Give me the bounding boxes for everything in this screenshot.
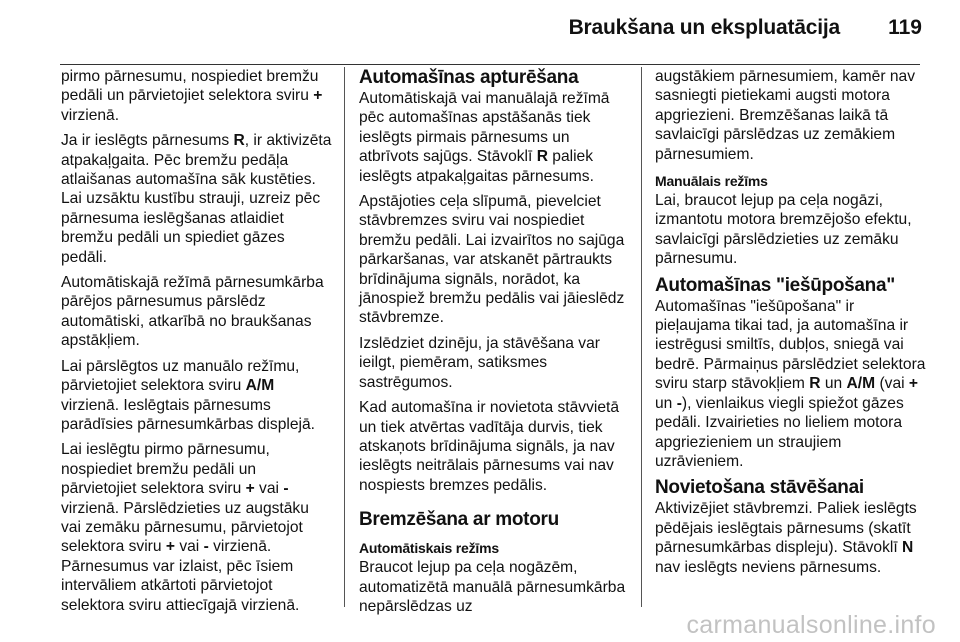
watermark: carmanualsonline.info: [686, 611, 936, 639]
am-symbol: A/M: [245, 377, 275, 395]
text-column-left: [61, 67, 333, 621]
column-divider-right: [641, 67, 642, 607]
plus-symbol: +: [313, 87, 323, 105]
heading-stopping: Automašīnas apturēšana: [359, 67, 579, 88]
paragraph: Lai ieslēgtu pirmo pārnesumu, nospiediet bremžu pedāli un pārvietojiet selektora sviru + vai - virzienā. Pārslēdzieties uz augstāku vai zemāku pārnesumu, pārvietojot selektora sviru + vai - virzienā. Pārnesumus var izlaist, pēc īsiem intervāliem atkārtoti pārvietojot selektora sviru attiecīgajā virzienā.: [61, 441, 309, 614]
paragraph: augstākiem pārnesumiem, kamēr nav sasniegti pietiekami augsti motora apgriezieni. Bremzēšanas laikā tā savlaicīgi pārslēdzas uz zemākiem pārnesumiem.: [655, 68, 916, 163]
paragraph: Aktivizējiet stāvbremzi. Paliek ieslēgts pēdējais ieslēgtais pārnesums (skatīt pārnesumkārbas displeju). Stāvoklī N nav ieslēgts neviens pārnesums.: [655, 500, 917, 576]
header-divider: [60, 64, 920, 65]
paragraph: Automātiskajā režīmā pārnesumkārba pārējos pārnesumus pārslēdz automātiski, atkarībā no braukšanas apstākļiem.: [61, 274, 324, 350]
page-header: [0, 0, 960, 66]
heading-engine-braking: Bremzēšana ar motoru: [359, 509, 559, 531]
paragraph: pirmo pārnesumu, nospiediet bremžu pedāli un pārvietojiet selektora sviru + virzienā.: [61, 68, 323, 124]
text-column-right: [655, 67, 927, 583]
subheading-manual-mode: Manuālais režīms: [655, 173, 768, 190]
section-title: Braukšana un ekspluatācija: [568, 16, 840, 39]
paragraph: Braucot lejup pa ceļa nogāzēm, automatizētā manuālā pārnesumkārba nepārslēdzas uz: [359, 559, 626, 615]
column-divider-left: [344, 67, 345, 607]
paragraph: Apstājoties ceļa slīpumā, pievelciet stāvbremzes sviru vai nospiediet bremžu pedāli. Lai izvairītos no sajūga pārkaršanas, var atskanēt pārtraukts brīdinājuma signāls, norādot, ka jānospiež bremžu pedālis vai jāieslēdz stāvbremze.: [359, 193, 625, 327]
paragraph: Lai pārslēgtos uz manuālo režīmu, pārvietojiet selektora sviru A/M virzienā. Ieslēgtais pārnesums parādīsies pārnesumkārbas displejā.: [61, 357, 315, 433]
paragraph: Automātiskajā vai manuālajā režīmā pēc automašīnas apstāšanās tiek ieslēgts pirmais pārnesums un atbrīvots sajūgs. Stāvoklī R paliek ieslēgts atpakaļgaitas pārnesums.: [359, 90, 610, 185]
page-number: 119: [888, 16, 922, 39]
paragraph: Automašīnas "iešūpošana" ir pieļaujama tikai tad, ja automašīna ir iestrēgusi smiltīs, dubļos, sniegā vai bedrē. Pārmaiņus pārslēdziet selektora sviru starp stāvokļiem R un A/M (vai + un -), vienlaikus viegli spiežot gāzes pedāli. Izvairieties no lieliem motora apgriezieniem un straujiem uzrāvieniem.: [655, 297, 926, 470]
paragraph: Izslēdziet dzinēju, ja stāvēšana var ieilgt, piemēram, satiksmes sastrēgumos.: [359, 334, 600, 391]
paragraph: Lai, braucot lejup pa ceļa nogāzi, izmantotu motora bremzējošo efektu, savlaicīgi pārslēdzieties uz zemāku pārnesumu.: [655, 192, 912, 268]
text-column-middle: [359, 67, 631, 622]
heading-parking: Novietošana stāvēšanai: [655, 477, 864, 499]
heading-rocking: Automašīnas "iešūpošana": [655, 274, 895, 296]
paragraph: Ja ir ieslēgts pārnesums R, ir aktivizēta atpakaļgaita. Pēc bremžu pedāļa atlaišanas automašīna sāk kustēties. Lai uzsāktu kustību strauji, uzreiz pēc pārnesuma ieslēgšanas atlaidiet bremžu pedāli un spiediet gāzes pedāli.: [61, 132, 332, 266]
paragraph: Kad automašīna ir novietota stāvvietā un tiek atvērtas vadītāja durvis, tiek atskaņots brīdinājuma signāls, ja nav ieslēgts neitrālais pārnesums vai nav nospiests bremzes pedālis.: [359, 399, 620, 494]
subheading-automatic-mode: Automātiskais režīms: [359, 540, 499, 557]
reverse-symbol: R: [233, 132, 245, 150]
